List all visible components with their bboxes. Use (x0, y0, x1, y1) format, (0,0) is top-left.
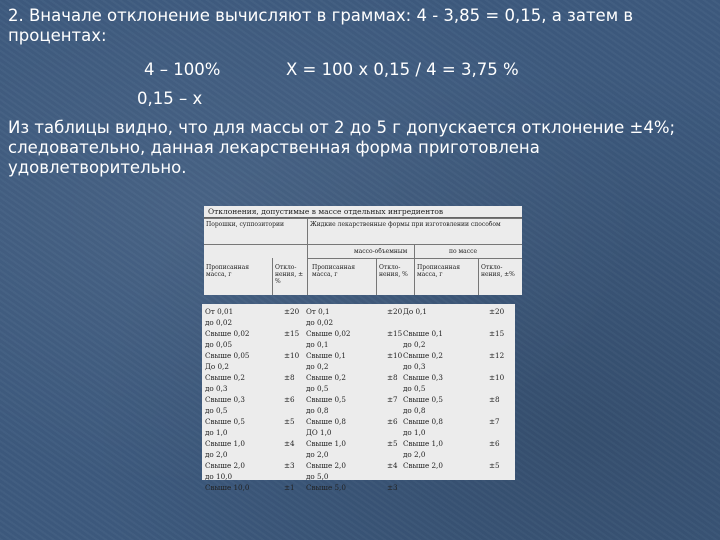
table-cell: до 0,5 (403, 384, 426, 393)
table-cell: Свыше 1,0 (403, 439, 443, 448)
table-cell: Свыше 5,0 (306, 483, 346, 492)
table-cell: ±12 (489, 351, 505, 360)
table-cell: Свыше 0,3 (205, 395, 245, 404)
table-cell (489, 427, 504, 438)
header-deviation: Отклонения, ±% (275, 264, 304, 285)
table-cell: до 5,0 (306, 472, 329, 481)
table-cell (284, 383, 299, 394)
table-cell: до 10,0 (205, 472, 233, 481)
table-cell: Свыше 0,5 (403, 395, 443, 404)
table-cell: Свыше 0,05 (205, 351, 250, 360)
table-divider (478, 258, 479, 295)
table-cell: ±10 (387, 351, 403, 360)
proportion-line-1: 4 – 100% (144, 60, 221, 79)
table-cell (387, 427, 402, 438)
header-deviation-2: Отклонения, % (379, 264, 408, 278)
table-cell: ±5 (489, 461, 500, 470)
table-cell: до 0,1 (306, 340, 329, 349)
table-cell: до 0,02 (205, 318, 233, 327)
table-cell: до 0,02 (306, 318, 334, 327)
col-mass-2 (306, 306, 351, 493)
table-cell (387, 449, 402, 460)
sub-mass-volume: массо-объемным (354, 248, 408, 255)
table-cell (403, 471, 443, 482)
table-cell: ±8 (387, 373, 398, 382)
table-cell: ±1 (284, 483, 295, 492)
table-cell: Свыше 2,0 (205, 461, 245, 470)
table-cell: ±7 (489, 417, 500, 426)
sub-mass: по массе (449, 248, 478, 255)
table-cell: ±15 (489, 329, 505, 338)
table-cell: ±3 (387, 483, 398, 492)
table-cell (284, 471, 299, 482)
table-cell: Свыше 0,02 (205, 329, 250, 338)
table-cell (489, 383, 504, 394)
table-cell (284, 361, 299, 372)
table-cell: до 1,0 (205, 428, 228, 437)
table-cell: Свыше 1,0 (306, 439, 346, 448)
header-deviation-3: Отклонения, ±% (481, 264, 515, 278)
table-cell (489, 471, 504, 482)
col-mass (205, 306, 250, 493)
table-cell: До 0,2 (205, 362, 229, 371)
table-cell: до 0,8 (403, 406, 426, 415)
table-cell: Свыше 0,8 (403, 417, 443, 426)
table-cell: ±6 (284, 395, 295, 404)
table-cell (489, 317, 504, 328)
col-mass-3 (403, 306, 443, 493)
table-cell: Свыше 0,2 (306, 373, 346, 382)
table-cell: ±15 (284, 329, 300, 338)
header-mass: Прописанная масса, г (206, 264, 249, 278)
paragraph-conclusion: Из таблицы видно, что для массы от 2 до 5 г допускается отклонение ±4%; следовательно, данная лекарственная форма приготовлена удовлетворительно. (8, 118, 676, 177)
table-cell (284, 449, 299, 460)
table-cell: До 0,1 (403, 307, 427, 316)
header-mass-3: Прописанная масса, г (417, 264, 460, 278)
table-header-scan (204, 206, 522, 295)
table-cell: до 0,5 (306, 384, 329, 393)
table-cell (489, 482, 504, 493)
table-cell: Свыше 0,2 (205, 373, 245, 382)
table-cell: до 0,3 (403, 362, 426, 371)
col-deviation-2 (387, 306, 402, 493)
group-powders: Порошки, суппозитории (206, 221, 284, 228)
table-cell (387, 339, 402, 350)
table-body-scan (202, 304, 515, 492)
paragraph-intro: 2. Вначале отклонение вычисляют в граммах: 4 - 3,85 = 0,15, а затем в процентах: (8, 6, 634, 45)
table-cell: ±4 (387, 461, 398, 470)
table-cell (387, 383, 402, 394)
table-cell: ±10 (489, 373, 505, 382)
table-cell: до 2,0 (205, 450, 228, 459)
table-cell: Свыше 0,5 (306, 395, 346, 404)
table-divider (307, 218, 308, 295)
table-cell: до 0,8 (306, 406, 329, 415)
proportion-line-2: 0,15 – х (137, 89, 203, 108)
table-cell: ±20 (489, 307, 505, 316)
table-cell: Свыше 0,1 (306, 351, 346, 360)
table-cell: Свыше 1,0 (205, 439, 245, 448)
table-cell: до 0,3 (205, 384, 228, 393)
table-cell: ±10 (284, 351, 300, 360)
table-cell: до 0,2 (403, 340, 426, 349)
table-rule (204, 244, 522, 245)
table-cell (284, 427, 299, 438)
table-cell (489, 361, 504, 372)
table-cell: Свыше 0,2 (403, 351, 443, 360)
table-cell: ±6 (387, 417, 398, 426)
table-cell: От 0,1 (306, 307, 330, 316)
col-deviation (284, 306, 299, 493)
table-cell: От 0,01 (205, 307, 234, 316)
table-cell: Свыше 0,8 (306, 417, 346, 426)
table-cell (387, 471, 402, 482)
table-cell: до 2,0 (403, 450, 426, 459)
table-cell: ±8 (489, 395, 500, 404)
table-cell: Свыше 0,1 (403, 329, 443, 338)
table-rule (204, 218, 522, 219)
table-cell: ±20 (284, 307, 300, 316)
table-cell: до 0,5 (205, 406, 228, 415)
table-cell: до 2,0 (306, 450, 329, 459)
table-divider (272, 258, 273, 295)
table-cell: до 1,0 (403, 428, 426, 437)
table-cell (403, 482, 443, 493)
table-cell: Свыше 0,3 (403, 373, 443, 382)
table-cell: ±5 (284, 417, 295, 426)
col-deviation-3 (489, 306, 504, 493)
table-cell: ±4 (284, 439, 295, 448)
table-cell (387, 361, 402, 372)
table-cell: Свыше 0,5 (205, 417, 245, 426)
header-mass-2: Прописанная масса, г (312, 264, 355, 278)
table-cell: ДО 1,0 (306, 428, 332, 437)
table-cell: ±15 (387, 329, 403, 338)
table-cell (403, 317, 443, 328)
percent-formula: Х = 100 х 0,15 / 4 = 3,75 % (286, 60, 519, 79)
table-cell (489, 449, 504, 460)
table-cell: Свыше 2,0 (306, 461, 346, 470)
table-cell: ±3 (284, 461, 295, 470)
table-cell (387, 317, 402, 328)
table-cell (489, 405, 504, 416)
table-cell: до 0,05 (205, 340, 233, 349)
table-cell: Свыше 10,0 (205, 483, 250, 492)
table-cell (284, 339, 299, 350)
table-cell: ±7 (387, 395, 398, 404)
table-cell (489, 339, 504, 350)
table-cell (284, 405, 299, 416)
table-cell: ±5 (387, 439, 398, 448)
table-cell: ±8 (284, 373, 295, 382)
table-caption: Отклонения, допустимые в массе отдельных ингредиентов (204, 206, 522, 218)
table-cell: Свыше 0,02 (306, 329, 351, 338)
table-divider (414, 244, 415, 295)
table-cell: Свыше 2,0 (403, 461, 443, 470)
table-cell (387, 405, 402, 416)
table-cell: ±6 (489, 439, 500, 448)
table-cell (284, 317, 299, 328)
table-divider (376, 258, 377, 295)
table-cell: ±20 (387, 307, 403, 316)
group-liquids: Жидкие лекарственные формы при изготовлении способом (310, 221, 501, 228)
table-cell: до 0,2 (306, 362, 329, 371)
